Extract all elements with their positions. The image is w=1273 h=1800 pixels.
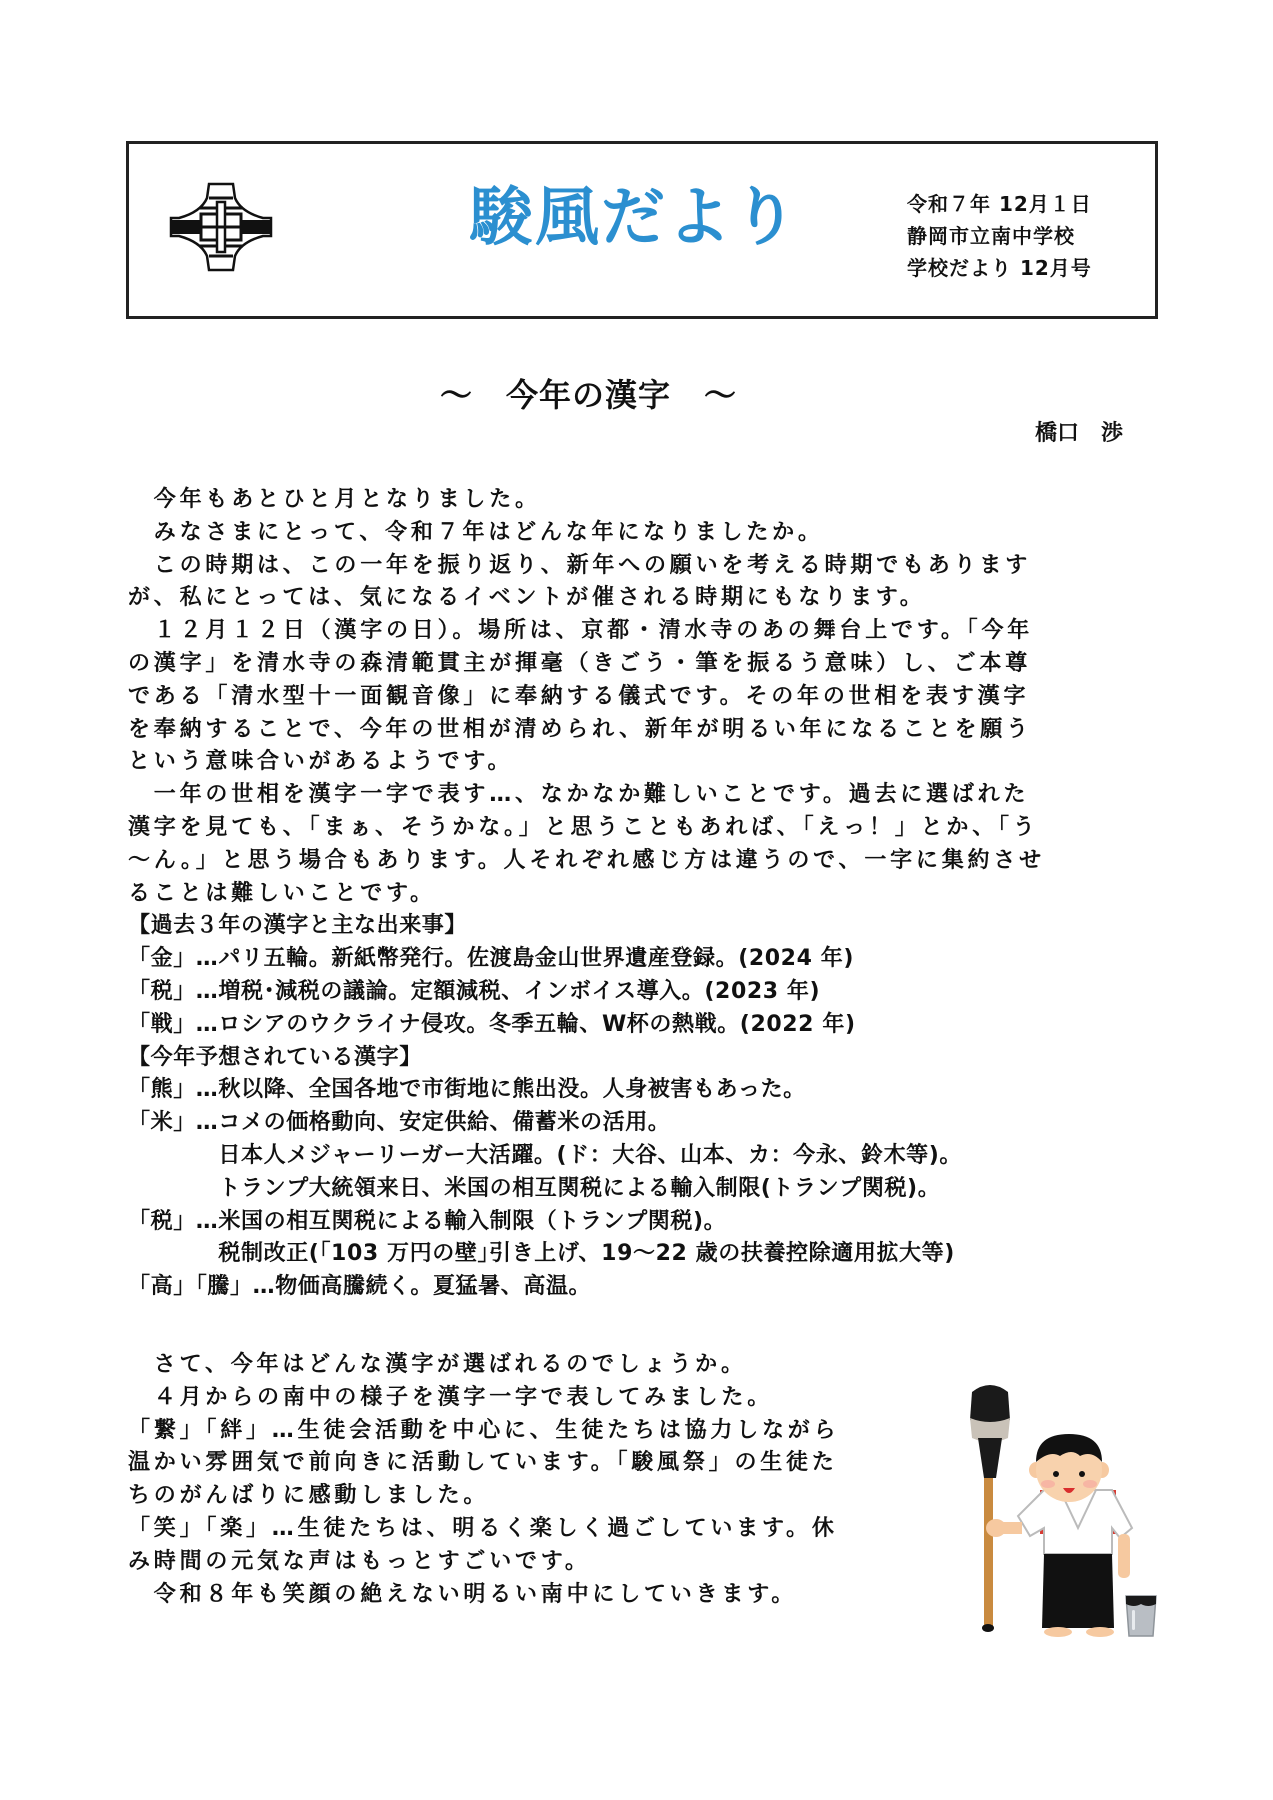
forecast-kanji-item: 「高」「騰」…物価高騰続く。夏猛暑、高温。 xyxy=(128,1274,592,1300)
paragraph-line: が、私にとっては、気になるイベントが催される時期にもなります。 xyxy=(128,585,926,611)
issue-date: 令和７年 12月１日 xyxy=(907,192,1092,216)
article-body xyxy=(128,484,1158,1304)
cheek xyxy=(1083,1480,1097,1488)
past-kanji-item: 「税」…増税･減税の議論。定額減税、インボイス導入。(2023 年) xyxy=(128,978,821,1004)
article-author: 橋口 渉 xyxy=(1034,421,1123,446)
eye xyxy=(1079,1471,1085,1477)
paragraph-line: 今年もあとひと月となりました。 xyxy=(128,487,541,512)
brush-tip xyxy=(970,1385,1010,1424)
paragraph-line: ることは難しいことです。 xyxy=(128,880,436,906)
school-emblem-icon xyxy=(169,180,273,274)
arm xyxy=(1118,1534,1130,1578)
bucket-highlight xyxy=(1132,1610,1135,1630)
closing-line: 「笑」「楽」…生徒たちは、明るく楽しく過ごしています。休 xyxy=(128,1515,838,1541)
section-heading-forecast: 【今年予想されている漢字】 xyxy=(128,1044,422,1070)
forecast-kanji-item: 日本人メジャーリーガー大活躍。(ド：大谷、山本、カ：今永、鈴木等)。 xyxy=(128,1142,963,1168)
paragraph-line: みなさまにとって、令和７年はどんな年になりましたか。 xyxy=(128,519,824,545)
paragraph-line: という意味合いがあるようです。 xyxy=(128,749,514,775)
calligraphy-student-icon xyxy=(960,1378,1160,1650)
closing-line: み時間の元気な声はもっとすごいです。 xyxy=(128,1548,591,1574)
past-kanji-item: 「金」…パリ五輪。新紙幣発行。佐渡島金山世界遺産登録。(2024 年) xyxy=(128,946,855,972)
arm xyxy=(998,1522,1022,1534)
closing-line: ちのがんばりに感動しました。 xyxy=(128,1483,490,1509)
black-hakama xyxy=(1042,1554,1114,1628)
brush-end xyxy=(982,1624,994,1632)
paragraph-line: 漢字を見ても、「まぁ、そうかな。」と思うこともあれば、「えっ！」とか、「う xyxy=(128,814,1039,840)
paragraph-line: １２月１２日（漢字の日）。場所は、京都・清水寺のあの舞台上です。「今年 xyxy=(128,618,1034,644)
closing-line: ４月からの南中の様子を漢字一字で表してみました。 xyxy=(128,1384,774,1410)
masthead xyxy=(126,141,1158,319)
foot xyxy=(1086,1627,1114,1637)
issue-info xyxy=(907,188,1092,284)
eye xyxy=(1053,1471,1059,1477)
issue-number: 学校だより 12月号 xyxy=(907,256,1092,280)
forecast-kanji-item: トランプ大統領来日、米国の相互関税による輸入制限(トランプ関税)。 xyxy=(128,1175,941,1201)
closing-line: さて、今年はどんな漢字が選ばれるのでしょうか。 xyxy=(128,1352,747,1377)
forecast-kanji-item: 「税」…米国の相互関税による輸入制限（トランプ関税)。 xyxy=(128,1208,727,1234)
paragraph-line: を奉納することで、今年の世相が清められ、新年が明るい年になることを願う xyxy=(128,716,1032,742)
closing-line: 令和８年も笑顔の絶えない明るい南中にしていきます。 xyxy=(128,1581,798,1607)
paragraph-line: の漢字」を清水寺の森清範貫主が揮毫（きごう・筆を振るう意味）し、ご本尊 xyxy=(128,650,1032,676)
cheek xyxy=(1041,1480,1055,1488)
past-kanji-item: 「戦」…ロシアのウクライナ侵攻。冬季五輪、W杯の熱戦。(2022 年) xyxy=(128,1011,856,1037)
forecast-kanji-item: 税制改正(｢103 万円の壁｣引き上げ、19～22 歳の扶養控除適用拡大等) xyxy=(128,1241,955,1267)
forecast-kanji-item: 「熊」…秋以降、全国各地で市街地に熊出没。人身被害もあった。 xyxy=(128,1077,806,1103)
paragraph-line: である「清水型十一面観音像」に奉納する儀式です。その年の世相を表す漢字 xyxy=(128,683,1030,709)
brush-neck xyxy=(978,1438,1002,1478)
section-heading-past: 【過去３年の漢字と主な出来事】 xyxy=(128,913,468,939)
closing-line: 温かい雰囲気で前向きに活動しています。「駿風祭」の生徒た xyxy=(128,1450,838,1476)
article-title: ～ 今年の漢字 ～ xyxy=(440,376,738,414)
closing-line: 「繋」「絆」…生徒会活動を中心に、生徒たちは協力しながら xyxy=(128,1417,840,1443)
closing-section xyxy=(128,1349,908,1611)
paragraph-line: 一年の世相を漢字一字で表す…、なかなか難しいことです。過去に選ばれた xyxy=(128,782,1030,808)
paragraph-line: この時期は、この一年を振り返り、新年への願いを考える時期でもあります xyxy=(128,552,1032,578)
school-name: 静岡市立南中学校 xyxy=(907,224,1075,248)
paragraph-line: ～ん。」と思う場合もあります。人それぞれ感じ方は違うので、一字に集約させ xyxy=(128,847,1045,873)
foot xyxy=(1044,1627,1072,1637)
forecast-kanji-item: 「米」…コメの価格動向、安定供給、備蓄米の活用。 xyxy=(128,1110,671,1136)
newsletter-title: 駿風だより xyxy=(469,181,799,255)
